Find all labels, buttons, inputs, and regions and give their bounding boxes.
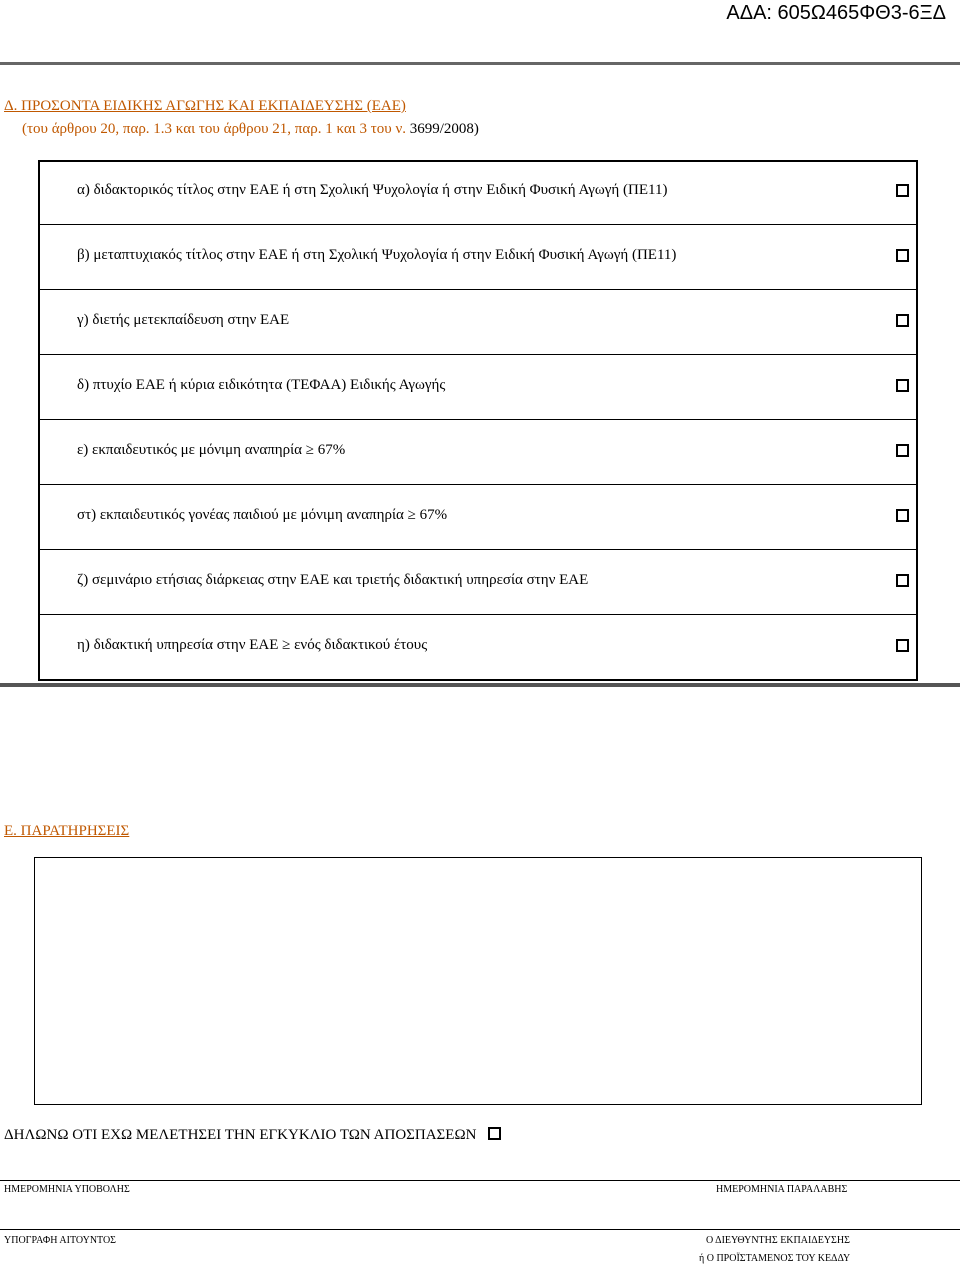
qualification-row-h: [38, 615, 918, 680]
checkbox[interactable]: [896, 314, 909, 327]
checkbox[interactable]: [896, 444, 909, 457]
qualification-label: α) διδακτορικός τίτλος στην ΕΑΕ ή στη Σχολική Ψυχολογία ή στην Ειδική Φυσική Αγωγή (ΠΕ11): [77, 182, 668, 198]
qualification-label: στ) εκπαιδευτικός γονέας παιδιού με μόνιμη αναπηρία ≥ 67%: [77, 507, 448, 523]
remarks-box[interactable]: [34, 857, 922, 1105]
receipt-date-label: ΗΜΕΡΟΜΗΝΙΑ ΠΑΡΑΛΑΒΗΣ: [716, 1184, 848, 1195]
section-d-subtitle: [22, 121, 479, 138]
qualification-label: γ) διετής μετεκπαίδευση στην ΕΑΕ: [77, 312, 290, 328]
checkbox[interactable]: [896, 639, 909, 652]
section-e-title: Ε. ΠΑΡΑΤΗΡΗΣΕΙΣ: [4, 823, 130, 839]
qualification-row-b: [38, 225, 918, 290]
signature-divider: [0, 1229, 960, 1230]
applicant-signature-label: ΥΠΟΓΡΑΦΗ ΑΙΤΟΥΝΤΟΣ: [4, 1235, 117, 1246]
section-d-title: Δ. ΠΡΟΣΟΝΤΑ ΕΙΔΙΚΗΣ ΑΓΩΓΗΣ ΚΑΙ ΕΚΠΑΙΔΕΥΣΗΣ (ΕΑΕ): [4, 98, 406, 114]
section-divider: [0, 683, 960, 687]
checkbox[interactable]: [896, 249, 909, 262]
qualification-label: η) διδακτική υπηρεσία στην ΕΑΕ ≥ ενός διδακτικού έτους: [77, 637, 428, 653]
checkbox[interactable]: [896, 574, 909, 587]
declaration-checkbox[interactable]: [488, 1127, 501, 1140]
qualification-row-d: [38, 355, 918, 420]
top-divider: [0, 62, 960, 65]
head-label: ή Ο ΠΡΟΪΣΤΑΜΕΝΟΣ ΤΟΥ ΚΕΔΔΥ: [699, 1253, 851, 1264]
submission-date-label: ΗΜΕΡΟΜΗΝΙΑ ΥΠΟΒΟΛΗΣ: [4, 1184, 130, 1195]
checkbox[interactable]: [896, 509, 909, 522]
qualification-label: δ) πτυχίο ΕΑΕ ή κύρια ειδικότητα (ΤΕΦΑΑ) Ειδικής Αγωγής: [77, 377, 446, 393]
ada-code: ΑΔΑ: 605Ω465ΦΘ3-6ΞΔ: [726, 2, 946, 24]
qualification-label: ε) εκπαιδευτικός με μόνιμη αναπηρία ≥ 67%: [77, 442, 346, 458]
subtitle-black: 3699/2008): [406, 121, 479, 137]
qualification-row-st: [38, 485, 918, 550]
checkbox[interactable]: [896, 379, 909, 392]
director-label: Ο ΔΙΕΥΘΥΝΤΗΣ ΕΚΠΑΙΔΕΥΣΗΣ: [706, 1235, 850, 1246]
footer-divider: [0, 1180, 960, 1181]
qualification-label: ζ) σεμινάριο ετήσιας διάρκειας στην ΕΑΕ και τριετής διδακτική υπηρεσία στην ΕΑΕ: [77, 572, 589, 588]
qualification-row-e: [38, 420, 918, 485]
declaration: [4, 1126, 501, 1144]
checkbox[interactable]: [896, 184, 909, 197]
qualification-label: β) μεταπτυχιακός τίτλος στην ΕΑΕ ή στη Σχολική Ψυχολογία ή στην Ειδική Φυσική Αγωγή (ΠΕ11): [77, 247, 677, 263]
declaration-text: ΔΗΛΩΝΩ ΟΤΙ ΕΧΩ ΜΕΛΕΤΗΣΕΙ ΤΗΝ ΕΓΚΥΚΛΙΟ ΤΩΝ ΑΠΟΣΠΑΣΕΩΝ: [4, 1127, 477, 1143]
qualification-row-c: [38, 290, 918, 355]
subtitle-orange: (του άρθρου 20, παρ. 1.3 και του άρθρου 21, παρ. 1 και 3 του ν.: [22, 121, 407, 137]
qualification-row-a: [38, 160, 918, 225]
qualification-row-z: [38, 550, 918, 615]
